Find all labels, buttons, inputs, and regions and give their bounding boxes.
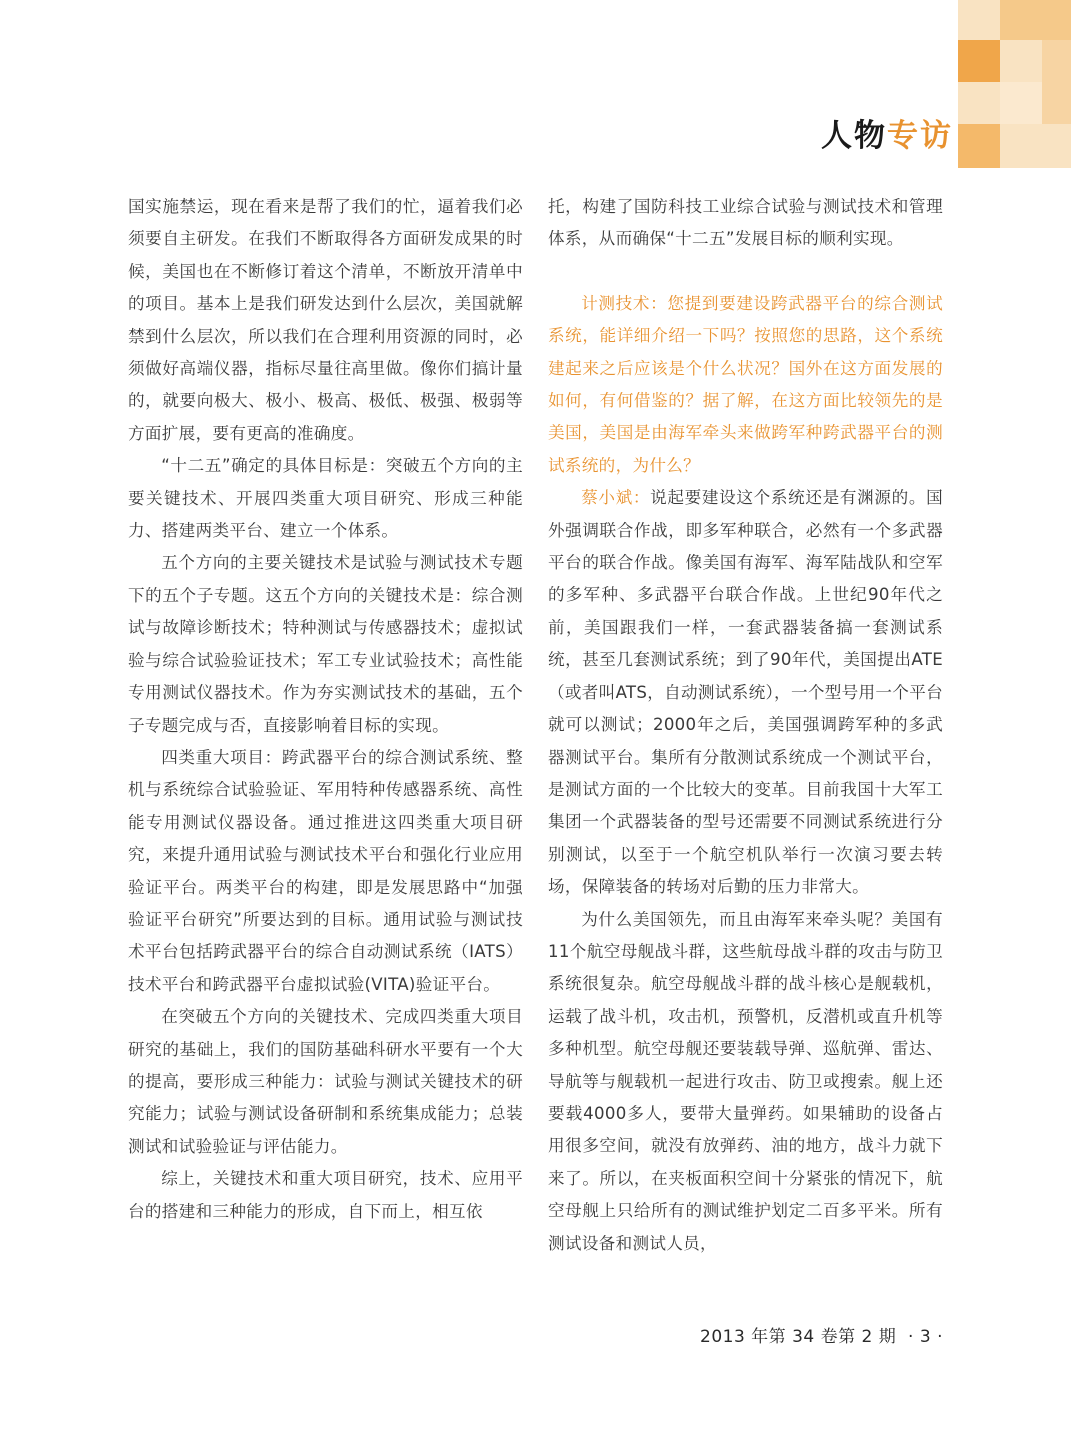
paragraph: 四类重大项目：跨武器平台的综合测试系统、整机与系统综合试验验证、军用特种传感器系统、高性能专用测试仪器设备。通过推进这四类重大项目研究，来提升通用试验与测试技术平台和强化行业应用验证平台。两类平台的构建，即是发展思路中“加强验证平台研究”所要达到的目标。通用试验与测试技术平台包括跨武器平台的综合自动测试系统（IATS）技术平台和跨武器平台虚拟试验(VITA)验证平台。 [128,747,523,994]
left-column [128,191,523,1228]
section-title-orange: 专访 [887,118,953,154]
paragraph: 五个方向的主要关键技术是试验与测试技术专题下的五个子专题。这五个方向的关键技术是：综合测试与故障诊断技术；特种测试与传感器技术；虚拟试验与综合试验验证技术；军工专业试验技术；高性能专用测试仪器技术。作为夯实测试技术的基础，五个子专题完成与否，直接影响着目标的实现。 [128,553,523,735]
corner-decoration-square [958,124,1000,168]
interview-answer [548,482,943,903]
paragraph: 综上，关键技术和重大项目研究，技术、应用平台的搭建和三种能力的形成，自下而上，相互依 [128,1169,523,1221]
speaker-name: 蔡小斌： [581,488,651,508]
paragraph: 国实施禁运，现在看来是帮了我们的忙，逼着我们必须要自主研发。在我们不断取得各方面研发成果的时候，美国也在不断修订着这个清单，不断放开清单中的项目。基本上是我们研发达到什么层次，美国就解禁到什么层次，所以我们在合理利用资源的同时，必须做好高端仪器，指标尽量往高里做。像你们搞计量的，就要向极大、极小、极高、极低、极强、极弱等方面扩展，要有更高的准确度。 [128,197,523,443]
paragraph: 为什么美国领先，而且由海军来牵头呢？美国有11个航空母舰战斗群，这些航母战斗群的攻击与防卫系统很复杂。航空母舰战斗群的战斗核心是舰载机，运载了战斗机，攻击机，预警机，反潜机或直升机等多种机型。航空母舰还要装载导弹、巡航弹、雷达、导航等与舰载机一起进行攻击、防卫或搜索。舰上还要载4000多人，要带大量弹药。如果辅助的设备占用很多空间，就没有放弹药、油的地方，战斗力就下来了。所以，在夹板面积空间十分紧张的情况下，航空母舰上只给所有的测试维护划定二百多平米。所有测试设备和测试人员， [548,909,943,1253]
corner-decoration-square [1042,40,1071,124]
paragraph: 托，构建了国防科技工业综合试验与测试技术和管理体系，从而确保“十二五”发展目标的顺利实现。 [548,197,943,249]
answer-text: 说起要建设这个系统还是有渊源的。国外强调联合作战，即多军种联合，必然有一个多武器平台的联合作战。像美国有海军、海军陆战队和空军的多军种、多武器平台联合作战。上世纪90年代之前，美国跟我们一样，一套武器装备搞一套测试系统，甚至几套测试系统；到了90年代，美国提出ATE（或者叫ATS，自动测试系统），一个型号用一个平台就可以测试；2000年之后，美国强调跨军种的多武器测试平台。集所有分散测试系统成一个测试平台，是测试方面的一个比较大的变革。目前我国十大军工集团一个武器装备的型号还需要不同测试系统进行分别测试，以至于一个航空机队举行一次演习要去转场，保障装备的转场对后勤的压力非常大。 [548,488,943,897]
corner-decoration-square [1000,0,1071,40]
right-column [548,191,943,1260]
page-footer [700,1322,943,1347]
section-title-black: 人物 [821,118,887,154]
paragraph: “十二五”确定的具体目标是：突破五个方向的主要关键技术、开展四类重大项目研究、形成三种能力、搭建两类平台、建立一个体系。 [128,456,523,541]
page-number: · 3 · [908,1327,943,1347]
corner-decoration-square [958,40,1000,82]
issue-info: 2013 年第 34 卷第 2 期 [700,1327,897,1347]
interview-question: 计测技术：您提到要建设跨武器平台的综合测试系统，能详细介绍一下吗？按照您的思路，这个系统建起来之后应该是个什么状况？国外在这方面发展的如何，有何借鉴的？据了解，在这方面比较领先的是美国，美国是由海军牵头来做跨军种跨武器平台的测试系统的，为什么？ [548,293,943,475]
section-title [821,110,953,155]
paragraph: 在突破五个方向的关键技术、完成四类重大项目研究的基础上，我们的国防基础科研水平要有一个大的提高，要形成三种能力：试验与测试关键技术的研究能力；试验与测试设备研制和系统集成能力；总装测试和试验验证与评估能力。 [128,1007,523,1156]
corner-decoration-square [1000,82,1042,124]
